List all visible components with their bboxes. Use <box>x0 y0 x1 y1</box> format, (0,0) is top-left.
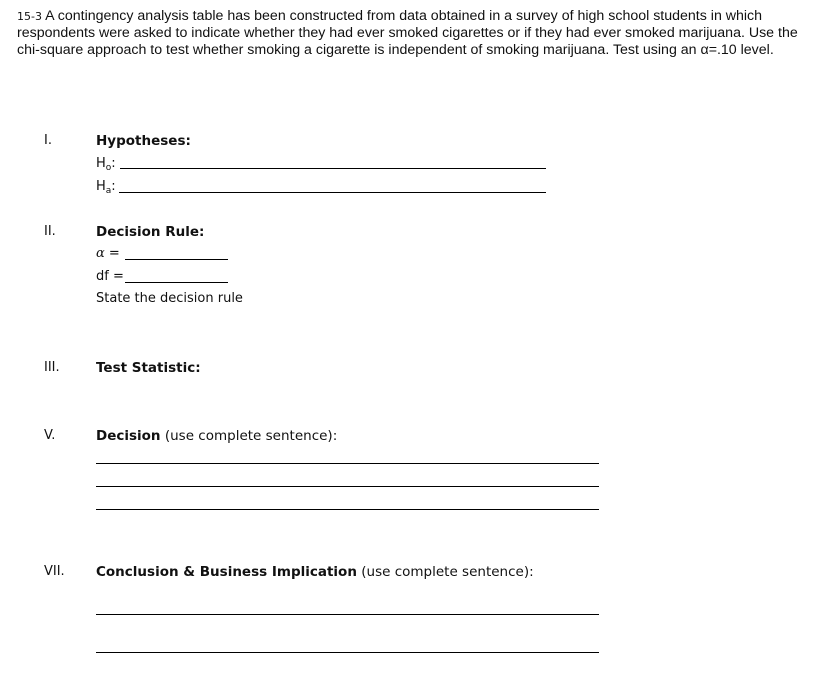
conclusion-note: (use complete sentence): <box>361 564 534 580</box>
decision-rule-heading <box>96 224 204 240</box>
section-numeral-decision-rule: II. <box>44 224 56 239</box>
test-statistic-heading <box>96 360 201 376</box>
decision-heading <box>96 428 337 444</box>
ha-label: $H_a$: <box>96 179 116 196</box>
section-numeral-hypotheses: I. <box>44 133 52 148</box>
section-numeral-test-statistic: III. <box>44 360 60 375</box>
problem-number: 15-3 <box>17 10 42 23</box>
decision-answer-line-2[interactable] <box>96 486 599 487</box>
h0-answer-line[interactable] <box>120 168 546 169</box>
decision-answer-line-1[interactable] <box>96 463 599 464</box>
conclusion-heading <box>96 564 534 580</box>
decision-answer-line-3[interactable] <box>96 509 599 510</box>
alpha-answer-line[interactable] <box>125 259 228 260</box>
decision-note: (use complete sentence): <box>164 428 338 444</box>
problem-statement <box>17 8 807 60</box>
df-answer-line[interactable] <box>125 282 228 283</box>
df-label: df = <box>96 269 124 284</box>
state-decision-rule-text: State the decision rule <box>96 291 243 306</box>
hypotheses-title: Hypotheses: <box>96 133 191 149</box>
problem-text: A contingency analysis table has been constructed from data obtained in a survey of high school students in which respondents were asked to indicate whether they had ever smoked cigarettes or if they had ever smoked marijuana. Use the chi-square approach to test whether smoking a cigarette is independent of smoking marijuana. Test using an α=.10 level. <box>17 8 798 59</box>
decision-title: Decision <box>96 428 161 444</box>
decision-rule-title: Decision Rule: <box>96 224 205 240</box>
conclusion-answer-line-1[interactable] <box>96 614 599 615</box>
conclusion-answer-line-2[interactable] <box>96 652 599 653</box>
section-numeral-conclusion: VII. <box>44 564 65 579</box>
hypotheses-heading <box>96 133 191 149</box>
section-numeral-decision: V. <box>44 428 56 443</box>
h0-label: $H_o$: <box>96 156 116 173</box>
alpha-label: α = <box>96 246 120 261</box>
test-statistic-title: Test Statistic: <box>96 360 201 376</box>
ha-answer-line[interactable] <box>119 192 546 193</box>
conclusion-title: Conclusion & Business Implication <box>96 564 357 580</box>
